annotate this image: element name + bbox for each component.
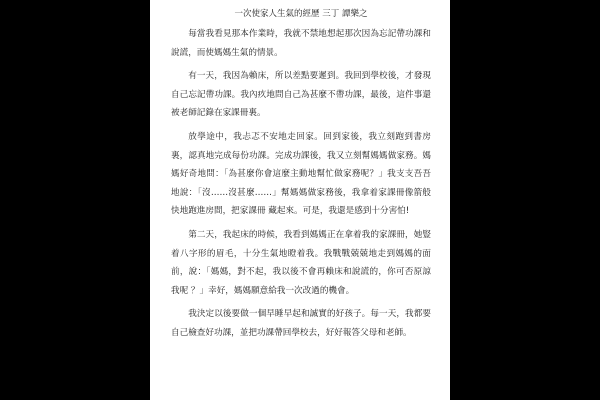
paragraph-5: 我決定以後要做一個早睡早起和誠實的好孩子。每一天，我都要自己檢查好功課，並把功課帶回學校去，好好報答父母和老師。 [171,309,431,338]
paragraph-3: 放學途中，我忐忑不安地走回家。回到家後，我立刻跑到書房裏，認真地完成每份功課。完成功課後，我又立刻幫媽媽做家務。媽媽好奇地問：「為甚麼你會這麼主動地幫忙做家務呢？」我支支吾吾地說：「沒……沒甚麼……」幫媽媽做家務後，我拿着家課冊像箭般快地跑進房間，把家課冊 藏起來。可是，我還是感到十分害怕! [171,131,431,217]
document-page [150,0,450,400]
essay-title: 一次使家人生氣的經歷 三丁 譚樂之 [234,9,368,19]
paragraph-2: 有一天，我因為賴床，所以差點要遲到。我回到學校後，才發現自己忘記帶功課。我內疚地問自己為甚麼不帶功課，最後，這件事還被老師記錄在家課冊裏。 [171,71,431,119]
paragraph-4: 第二天，我起床的時候，我看到媽媽正在拿着我的家課冊，她豎着八字形的眉毛，十分生氣地瞪着我。我戰戰兢兢地走到媽媽的面前，說：「媽媽，對不起，我以後不會再賴床和說謊的，你可否原諒我呢 ？」幸好，媽媽願意給我一次改過的機會。 [171,229,431,296]
paragraph-1: 每當我看見那本作業時，我就不禁地想起那次因為忘記帶功課和說謊，而使媽媽生氣的情景。 [171,29,431,58]
